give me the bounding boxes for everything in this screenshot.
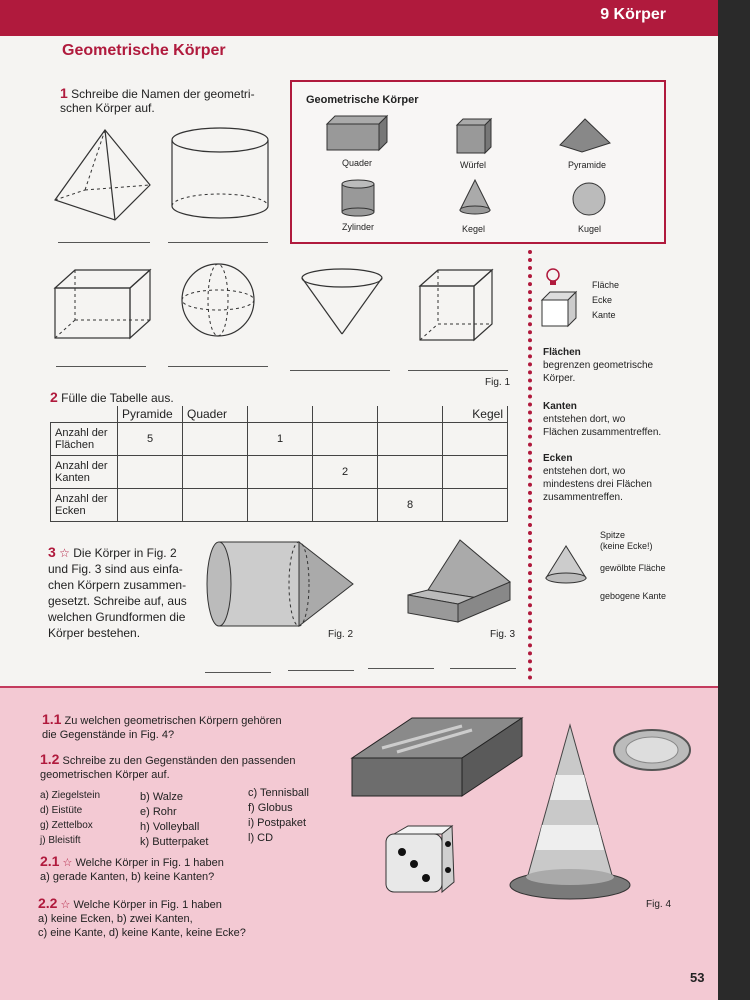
task-2-text: 2 Fülle die Tabelle aus.	[50, 389, 174, 405]
answer-line[interactable]	[168, 366, 268, 367]
pyramid-on-cuboid-figure	[408, 540, 518, 625]
answer-line[interactable]	[168, 242, 268, 243]
table-cell[interactable]: 2	[313, 456, 378, 489]
cylinder-cone-figure	[205, 540, 355, 630]
exercise-1-2: 1.2 Schreibe zu den Gegenständen den passenden geometrischen Körper auf.	[40, 751, 296, 781]
answer-line[interactable]	[450, 668, 516, 669]
exercise-2-1: 2.1 ☆ Welche Körper in Fig. 1 haben a) gerade Kanten, b) keine Kanten?	[40, 853, 224, 883]
legend-title: Geometrische Körper	[306, 94, 419, 106]
cone-label-apex: Spitze (keine Ecke!)	[600, 530, 653, 551]
items-column-1: a) Ziegelstein d) Eistüte g) Zettelbox j) Bleistift	[40, 790, 101, 846]
table-header: Kegel	[443, 406, 508, 423]
table-cell[interactable]: 5	[118, 423, 183, 456]
table-cell[interactable]	[443, 423, 508, 456]
definition-faces: Flächen begrenzen geometrische Körper.	[543, 347, 654, 384]
legend-box	[290, 80, 666, 244]
task-1-text: 1 Schreibe die Namen der geometri- schen Körper auf.	[60, 85, 255, 115]
exercise-1-1: 1.1 Zu welchen geometrischen Körpern gehören die Gegenstände in Fig. 4?	[42, 711, 282, 741]
table-cell[interactable]	[183, 423, 248, 456]
cube-parts-figure	[542, 292, 582, 332]
cube-icon	[457, 119, 493, 155]
table-header: Quader	[183, 406, 248, 423]
dice-image	[384, 824, 456, 896]
exercise-2-2: 2.2 ☆ Welche Körper in Fig. 1 haben a) keine Ecken, b) zwei Kanten, c) eine Kante, d) keine Kante, keine Ecke?	[38, 895, 246, 939]
page-number: 53	[690, 970, 705, 985]
table-cell[interactable]	[443, 489, 508, 522]
table-cell[interactable]	[183, 456, 248, 489]
cylinder-icon	[342, 180, 374, 216]
cone-figure	[300, 268, 390, 338]
table-cell[interactable]	[378, 423, 443, 456]
legend-label: Würfel	[460, 160, 487, 170]
table-cell[interactable]	[313, 489, 378, 522]
table-cell[interactable]: 1	[248, 423, 313, 456]
table-cell[interactable]	[118, 489, 183, 522]
sphere-icon	[572, 182, 606, 216]
fig-3-label: Fig. 3	[490, 629, 516, 640]
answer-line[interactable]	[205, 672, 271, 673]
lightbulb-icon	[542, 266, 564, 288]
table-cell[interactable]	[313, 423, 378, 456]
cylinder-figure	[170, 128, 270, 218]
definition-vertices: Ecken entstehen dort, wo mindestens drei Flächen zusammentreffen.	[543, 453, 652, 503]
pyramid-figure	[55, 130, 155, 230]
table-header	[378, 406, 443, 423]
table-cell[interactable]	[443, 456, 508, 489]
task-3-text: 3 ☆ Die Körper in Fig. 2 und Fig. 3 sind aus einfa- chen Körpern zusammen- gesetzt. Schreibe auf, aus welchen Grundformen die Körper bestehen.	[48, 544, 187, 640]
table-cell[interactable]: 8	[378, 489, 443, 522]
legend-label: Quader	[342, 158, 373, 168]
fig-4-label: Fig. 4	[646, 899, 672, 910]
table-header	[248, 406, 313, 423]
table-cell[interactable]	[118, 456, 183, 489]
cuboid-icon	[327, 116, 387, 151]
table-cell[interactable]	[248, 456, 313, 489]
cone-icon	[460, 180, 490, 216]
chapter-header-bar	[0, 0, 718, 36]
sphere-figure	[180, 262, 260, 342]
answer-line[interactable]	[290, 370, 390, 371]
legend-label: Zylinder	[342, 222, 375, 232]
table-cell[interactable]	[248, 489, 313, 522]
legend-label: Kegel	[462, 224, 486, 234]
table-header: Pyramide	[118, 406, 183, 423]
table-row	[51, 456, 508, 489]
table-cell[interactable]	[183, 489, 248, 522]
row-label: Anzahl der Kanten	[51, 456, 118, 489]
row-label: Anzahl der Ecken	[51, 489, 118, 522]
pyramid-icon	[560, 119, 610, 153]
items-column-3: c) Tennisball f) Globus i) Postpaket l) CD	[248, 787, 309, 844]
row-label: Anzahl der Flächen	[51, 423, 118, 456]
coin-image	[612, 728, 692, 772]
table-row	[51, 489, 508, 522]
table-header	[313, 406, 378, 423]
cone-label-edge: gebogene Kante	[600, 591, 667, 601]
answer-line[interactable]	[408, 370, 508, 371]
items-column-2: b) Walze e) Rohr h) Volleyball k) Butterpaket	[140, 791, 209, 848]
properties-table	[50, 406, 508, 522]
cuboid-figure	[55, 268, 155, 343]
chapter-title: 9 Körper	[600, 6, 666, 23]
legend-label: Kugel	[578, 224, 602, 234]
cube-figure	[420, 268, 500, 343]
answer-line[interactable]	[58, 242, 150, 243]
table-cell[interactable]	[378, 456, 443, 489]
answer-line[interactable]	[288, 670, 354, 671]
dotted-divider	[528, 250, 532, 680]
legend-label: Pyramide	[568, 160, 607, 170]
definition-edges: Kanten entstehen dort, wo Flächen zusammentreffen.	[543, 401, 662, 438]
answer-line[interactable]	[368, 668, 434, 669]
table-row	[51, 423, 508, 456]
fig-2-label: Fig. 2	[328, 629, 354, 640]
fig-1-label: Fig. 1	[485, 377, 511, 388]
section-divider	[0, 686, 718, 688]
cone-label-surface: gewölbte Fläche	[600, 563, 666, 573]
matchbox-image	[352, 718, 522, 798]
answer-line[interactable]	[56, 366, 146, 367]
page-title: Geometrische Körper	[62, 42, 226, 59]
cube-labels: Fläche Ecke Kante	[592, 280, 620, 320]
cone-parts-figure	[546, 546, 596, 586]
